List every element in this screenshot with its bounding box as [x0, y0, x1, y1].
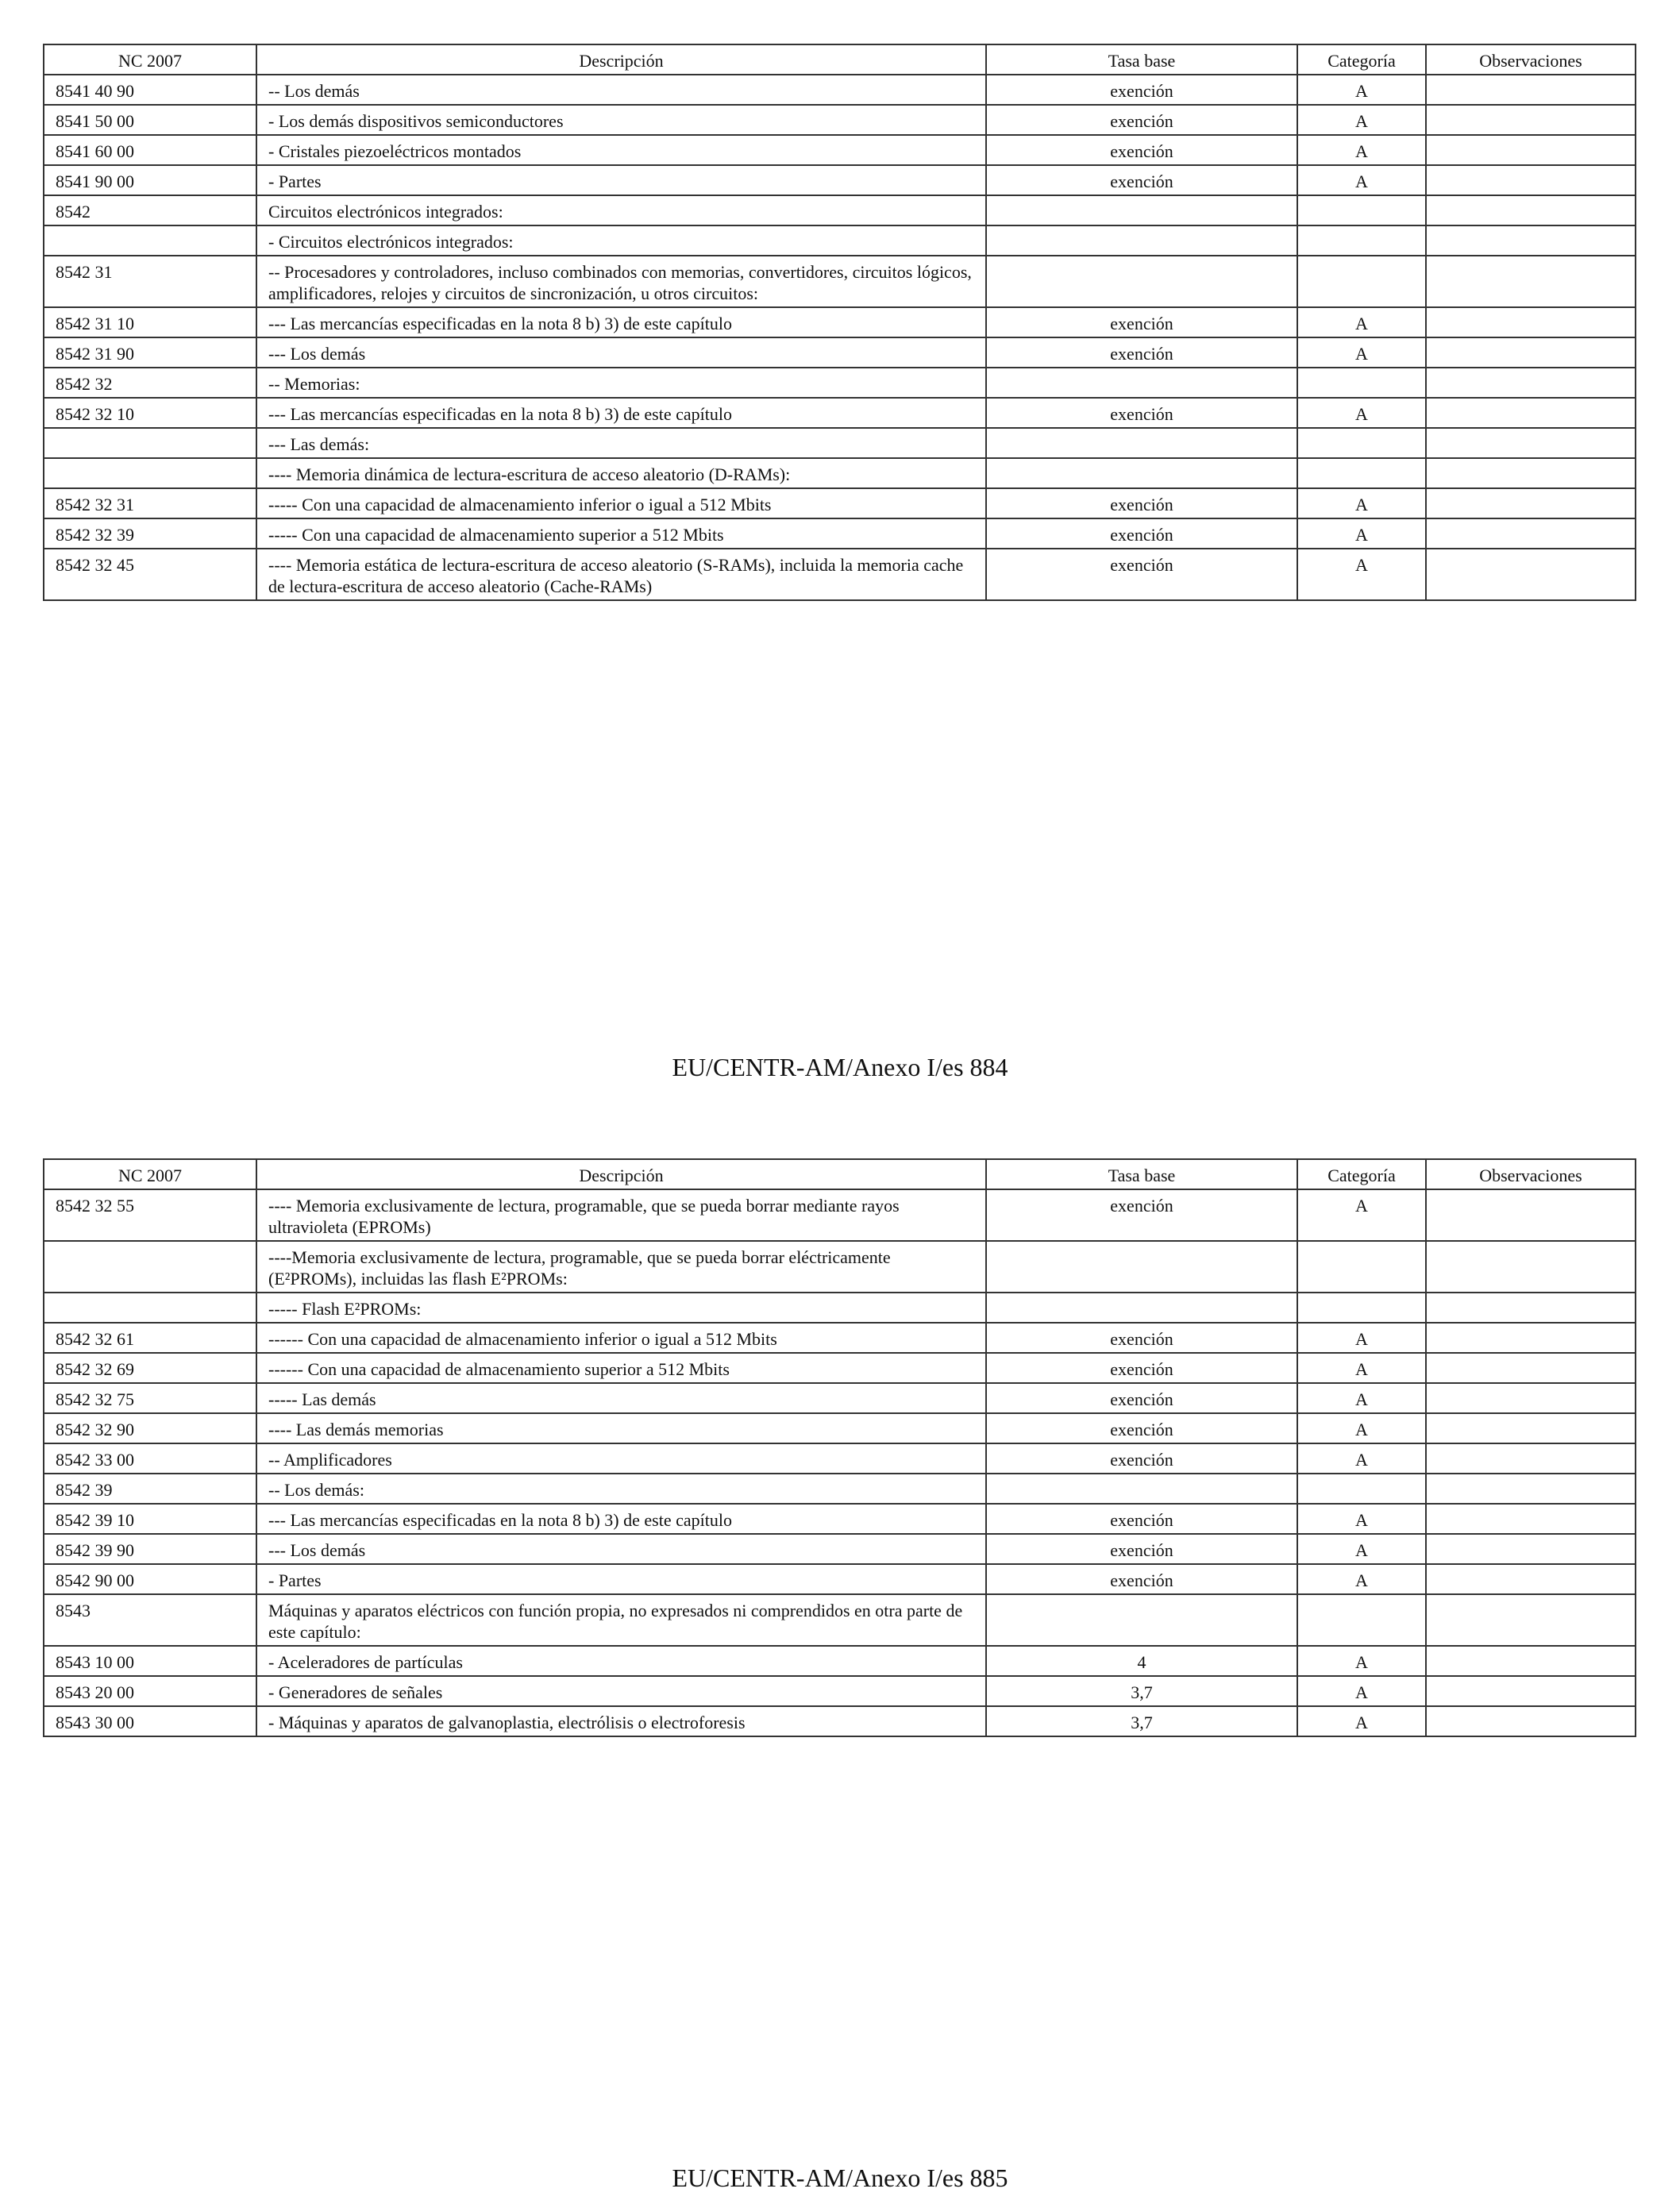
cell-tasa-base — [986, 1241, 1297, 1293]
cell-categoria: A — [1297, 1534, 1426, 1564]
cell-nc: 8542 33 00 — [44, 1443, 256, 1474]
cell-nc: 8542 39 — [44, 1474, 256, 1504]
cell-descripcion: - Partes — [256, 1564, 986, 1594]
cell-tasa-base: exención — [986, 1564, 1297, 1594]
cell-observaciones — [1426, 135, 1636, 165]
cell-tasa-base — [986, 458, 1297, 488]
cell-descripcion: ---- Las demás memorias — [256, 1413, 986, 1443]
table-row — [44, 549, 1636, 600]
cell-descripcion: --- Las demás: — [256, 428, 986, 458]
cell-descripcion: Máquinas y aparatos eléctricos con función propia, no expresados ni comprendidos en otra parte de este capítulo: — [256, 1594, 986, 1646]
cell-nc: 8541 40 90 — [44, 75, 256, 105]
table-row — [44, 518, 1636, 549]
cell-categoria — [1297, 1293, 1426, 1323]
cell-categoria: A — [1297, 1443, 1426, 1474]
cell-tasa-base: exención — [986, 337, 1297, 368]
cell-nc: 8542 32 90 — [44, 1413, 256, 1443]
cell-descripcion: ---- Memoria exclusivamente de lectura, programable, que se pueda borrar mediante rayos ultravioleta (EPROMs) — [256, 1189, 986, 1241]
cell-categoria: A — [1297, 1646, 1426, 1676]
cell-observaciones — [1426, 1293, 1636, 1323]
table-row — [44, 1646, 1636, 1676]
cell-descripcion: --- Las mercancías especificadas en la nota 8 b) 3) de este capítulo — [256, 1504, 986, 1534]
cell-categoria: A — [1297, 1189, 1426, 1241]
cell-tasa-base — [986, 1594, 1297, 1646]
table-row — [44, 1189, 1636, 1241]
cell-nc: 8542 32 45 — [44, 549, 256, 600]
table-row — [44, 368, 1636, 398]
cell-observaciones — [1426, 337, 1636, 368]
cell-categoria: A — [1297, 518, 1426, 549]
cell-observaciones — [1426, 518, 1636, 549]
cell-tasa-base: exención — [986, 549, 1297, 600]
header-descripcion: Descripción — [256, 44, 986, 75]
table-row — [44, 135, 1636, 165]
cell-nc — [44, 1241, 256, 1293]
header-observaciones: Observaciones — [1426, 44, 1636, 75]
cell-observaciones — [1426, 1189, 1636, 1241]
cell-nc: 8541 60 00 — [44, 135, 256, 165]
cell-tasa-base: exención — [986, 75, 1297, 105]
cell-descripcion: -- Memorias: — [256, 368, 986, 398]
table-row — [44, 458, 1636, 488]
cell-categoria: A — [1297, 1504, 1426, 1534]
cell-tasa-base — [986, 225, 1297, 256]
table-row — [44, 1383, 1636, 1413]
cell-categoria — [1297, 256, 1426, 307]
page-footer-884: EU/CENTR-AM/Anexo I/es 884 — [672, 1053, 1008, 1081]
table-row — [44, 1504, 1636, 1534]
cell-observaciones — [1426, 368, 1636, 398]
cell-descripcion: -- Los demás — [256, 75, 986, 105]
table-row — [44, 1293, 1636, 1323]
cell-categoria: A — [1297, 1413, 1426, 1443]
cell-tasa-base: exención — [986, 1504, 1297, 1534]
table-row — [44, 165, 1636, 195]
cell-observaciones — [1426, 1383, 1636, 1413]
cell-observaciones — [1426, 75, 1636, 105]
cell-nc: 8542 32 10 — [44, 398, 256, 428]
cell-descripcion: --- Los demás — [256, 337, 986, 368]
cell-tasa-base: 3,7 — [986, 1676, 1297, 1706]
header-tasa-base: Tasa base — [986, 1159, 1297, 1189]
cell-tasa-base — [986, 1293, 1297, 1323]
table-row — [44, 1564, 1636, 1594]
cell-nc: 8542 90 00 — [44, 1564, 256, 1594]
cell-categoria: A — [1297, 105, 1426, 135]
cell-nc — [44, 225, 256, 256]
cell-observaciones — [1426, 1323, 1636, 1353]
cell-observaciones — [1426, 549, 1636, 600]
cell-tasa-base: exención — [986, 1534, 1297, 1564]
table-row — [44, 1676, 1636, 1706]
cell-descripcion: - Los demás dispositivos semiconductores — [256, 105, 986, 135]
cell-observaciones — [1426, 1504, 1636, 1534]
cell-nc: 8542 32 — [44, 368, 256, 398]
cell-categoria: A — [1297, 1676, 1426, 1706]
cell-nc: 8542 32 55 — [44, 1189, 256, 1241]
page-footer-885: EU/CENTR-AM/Anexo I/es 885 — [672, 2164, 1008, 2192]
cell-nc: 8542 32 31 — [44, 488, 256, 518]
header-descripcion: Descripción — [256, 1159, 986, 1189]
cell-tasa-base: exención — [986, 1383, 1297, 1413]
table-row — [44, 1241, 1636, 1293]
table-row — [44, 307, 1636, 337]
cell-nc: 8542 32 75 — [44, 1383, 256, 1413]
cell-descripcion: - Circuitos electrónicos integrados: — [256, 225, 986, 256]
cell-nc: 8542 39 90 — [44, 1534, 256, 1564]
cell-nc: 8542 32 69 — [44, 1353, 256, 1383]
table-row — [44, 1413, 1636, 1443]
cell-observaciones — [1426, 1646, 1636, 1676]
cell-categoria — [1297, 368, 1426, 398]
table-row — [44, 488, 1636, 518]
cell-observaciones — [1426, 195, 1636, 225]
cell-categoria — [1297, 1474, 1426, 1504]
cell-categoria: A — [1297, 1353, 1426, 1383]
cell-nc — [44, 458, 256, 488]
cell-descripcion: ----- Flash E²PROMs: — [256, 1293, 986, 1323]
header-tasa-base: Tasa base — [986, 44, 1297, 75]
cell-descripcion: -- Procesadores y controladores, incluso combinados con memorias, convertidores, circuitos lógicos, amplificadores, relojes y circuitos de sincronización, u otros circuitos: — [256, 256, 986, 307]
cell-tasa-base: exención — [986, 135, 1297, 165]
table-row — [44, 225, 1636, 256]
table-row — [44, 75, 1636, 105]
cell-nc: 8541 90 00 — [44, 165, 256, 195]
cell-observaciones — [1426, 307, 1636, 337]
cell-descripcion: - Partes — [256, 165, 986, 195]
table-row — [44, 1323, 1636, 1353]
cell-descripcion: Circuitos electrónicos integrados: — [256, 195, 986, 225]
cell-descripcion: - Generadores de señales — [256, 1676, 986, 1706]
cell-nc: 8542 31 90 — [44, 337, 256, 368]
cell-observaciones — [1426, 428, 1636, 458]
cell-categoria: A — [1297, 488, 1426, 518]
cell-tasa-base: exención — [986, 1189, 1297, 1241]
cell-observaciones — [1426, 1676, 1636, 1706]
cell-descripcion: ----Memoria exclusivamente de lectura, programable, que se pueda borrar eléctricamente (E²PROMs), incluidas las flash E²PROMs: — [256, 1241, 986, 1293]
cell-nc: 8543 — [44, 1594, 256, 1646]
cell-observaciones — [1426, 1241, 1636, 1293]
cell-descripcion: - Máquinas y aparatos de galvanoplastia, electrólisis o electroforesis — [256, 1706, 986, 1736]
cell-tasa-base: exención — [986, 398, 1297, 428]
cell-nc: 8543 10 00 — [44, 1646, 256, 1676]
cell-categoria: A — [1297, 307, 1426, 337]
cell-nc: 8542 32 61 — [44, 1323, 256, 1353]
cell-categoria: A — [1297, 1383, 1426, 1413]
table-row — [44, 398, 1636, 428]
cell-observaciones — [1426, 458, 1636, 488]
cell-tasa-base: exención — [986, 105, 1297, 135]
cell-descripcion: --- Las mercancías especificadas en la nota 8 b) 3) de este capítulo — [256, 307, 986, 337]
cell-descripcion: -- Los demás: — [256, 1474, 986, 1504]
cell-categoria: A — [1297, 1323, 1426, 1353]
cell-tasa-base: exención — [986, 1353, 1297, 1383]
header-nc: NC 2007 — [44, 44, 256, 75]
cell-tasa-base — [986, 195, 1297, 225]
table-row — [44, 1706, 1636, 1736]
cell-observaciones — [1426, 398, 1636, 428]
table-row — [44, 1594, 1636, 1646]
tariff-table-page-884 — [43, 44, 1636, 601]
cell-nc: 8541 50 00 — [44, 105, 256, 135]
table-row — [44, 428, 1636, 458]
cell-observaciones — [1426, 1474, 1636, 1504]
table-row — [44, 1443, 1636, 1474]
table-row — [44, 1474, 1636, 1504]
cell-observaciones — [1426, 1594, 1636, 1646]
table-row — [44, 105, 1636, 135]
cell-descripcion: ------ Con una capacidad de almacenamiento superior a 512 Mbits — [256, 1353, 986, 1383]
cell-descripcion: -- Amplificadores — [256, 1443, 986, 1474]
cell-descripcion: --- Las mercancías especificadas en la nota 8 b) 3) de este capítulo — [256, 398, 986, 428]
cell-tasa-base — [986, 256, 1297, 307]
table-header-row — [44, 1159, 1636, 1189]
table-header-row — [44, 44, 1636, 75]
cell-tasa-base: exención — [986, 488, 1297, 518]
cell-tasa-base — [986, 1474, 1297, 1504]
tariff-table-page-885 — [43, 1158, 1636, 1737]
header-categoria: Categoría — [1297, 1159, 1426, 1189]
cell-descripcion: - Cristales piezoeléctricos montados — [256, 135, 986, 165]
cell-categoria: A — [1297, 135, 1426, 165]
cell-categoria: A — [1297, 337, 1426, 368]
cell-categoria: A — [1297, 75, 1426, 105]
cell-descripcion: ---- Memoria dinámica de lectura-escritura de acceso aleatorio (D-RAMs): — [256, 458, 986, 488]
cell-descripcion: --- Los demás — [256, 1534, 986, 1564]
cell-observaciones — [1426, 488, 1636, 518]
cell-tasa-base: exención — [986, 1413, 1297, 1443]
cell-tasa-base: exención — [986, 518, 1297, 549]
cell-nc: 8542 31 10 — [44, 307, 256, 337]
cell-observaciones — [1426, 1706, 1636, 1736]
cell-descripcion: ---- Memoria estática de lectura-escritura de acceso aleatorio (S-RAMs), incluida la memoria cache de lectura-escritura de acceso aleatorio (Cache-RAMs) — [256, 549, 986, 600]
cell-tasa-base: exención — [986, 165, 1297, 195]
cell-observaciones — [1426, 1564, 1636, 1594]
cell-categoria — [1297, 458, 1426, 488]
cell-observaciones — [1426, 1353, 1636, 1383]
cell-tasa-base: 3,7 — [986, 1706, 1297, 1736]
cell-tasa-base: 4 — [986, 1646, 1297, 1676]
cell-descripcion: ----- Con una capacidad de almacenamiento superior a 512 Mbits — [256, 518, 986, 549]
cell-observaciones — [1426, 165, 1636, 195]
cell-tasa-base: exención — [986, 1323, 1297, 1353]
cell-descripcion: ------ Con una capacidad de almacenamiento inferior o igual a 512 Mbits — [256, 1323, 986, 1353]
cell-nc: 8543 20 00 — [44, 1676, 256, 1706]
header-nc: NC 2007 — [44, 1159, 256, 1189]
cell-categoria — [1297, 1241, 1426, 1293]
cell-nc: 8542 39 10 — [44, 1504, 256, 1534]
header-observaciones: Observaciones — [1426, 1159, 1636, 1189]
cell-descripcion: ----- Las demás — [256, 1383, 986, 1413]
cell-categoria: A — [1297, 398, 1426, 428]
cell-observaciones — [1426, 1534, 1636, 1564]
cell-nc: 8543 30 00 — [44, 1706, 256, 1736]
cell-tasa-base: exención — [986, 1443, 1297, 1474]
cell-categoria — [1297, 428, 1426, 458]
cell-categoria: A — [1297, 165, 1426, 195]
cell-observaciones — [1426, 256, 1636, 307]
table-row — [44, 1534, 1636, 1564]
cell-observaciones — [1426, 1413, 1636, 1443]
cell-nc: 8542 31 — [44, 256, 256, 307]
cell-categoria — [1297, 225, 1426, 256]
table-row — [44, 1353, 1636, 1383]
table-row — [44, 337, 1636, 368]
cell-observaciones — [1426, 225, 1636, 256]
cell-observaciones — [1426, 1443, 1636, 1474]
table-body — [44, 1189, 1636, 1736]
cell-tasa-base: exención — [986, 307, 1297, 337]
cell-tasa-base — [986, 368, 1297, 398]
cell-categoria — [1297, 195, 1426, 225]
cell-nc — [44, 1293, 256, 1323]
cell-categoria — [1297, 1594, 1426, 1646]
cell-observaciones — [1426, 105, 1636, 135]
cell-nc: 8542 32 39 — [44, 518, 256, 549]
cell-categoria: A — [1297, 549, 1426, 600]
cell-categoria: A — [1297, 1706, 1426, 1736]
table-body — [44, 75, 1636, 600]
cell-descripcion: ----- Con una capacidad de almacenamiento inferior o igual a 512 Mbits — [256, 488, 986, 518]
table-row — [44, 256, 1636, 307]
header-categoria: Categoría — [1297, 44, 1426, 75]
table-row — [44, 195, 1636, 225]
cell-tasa-base — [986, 428, 1297, 458]
cell-categoria: A — [1297, 1564, 1426, 1594]
cell-nc — [44, 428, 256, 458]
cell-nc: 8542 — [44, 195, 256, 225]
cell-descripcion: - Aceleradores de partículas — [256, 1646, 986, 1676]
